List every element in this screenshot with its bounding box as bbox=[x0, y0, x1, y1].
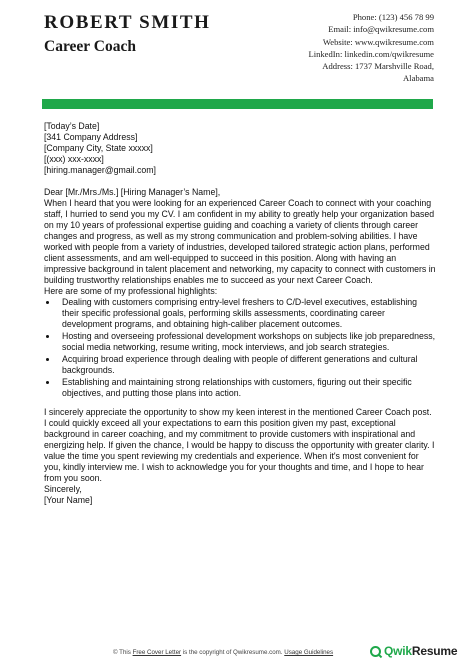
copyright-notice bbox=[113, 649, 333, 656]
accent-divider-bar bbox=[42, 99, 433, 109]
recipient-block bbox=[44, 132, 436, 176]
highlight-item: • Dealing with customers comprising entry-level freshers to C/D-level executives, establishing their specific professional goals, performing skills assessments, coordinating career development programs, and obtaining high-caliber placement outcomes. bbox=[58, 297, 436, 330]
logo-resume-text: Resume bbox=[411, 644, 458, 658]
contact-phone: Phone: (123) 456 78 99 bbox=[352, 12, 434, 22]
qwikresume-logo[interactable] bbox=[370, 643, 457, 659]
signature-name: [Your Name] bbox=[44, 495, 93, 505]
recipient-address: [341 Company Address] bbox=[44, 132, 138, 142]
highlight-item: • Acquiring broad experience through dealing with people of different generations and cultural backgrounds. bbox=[58, 354, 436, 376]
contact-block bbox=[234, 11, 434, 85]
magnifier-logo-icon bbox=[370, 646, 381, 657]
intro-paragraph: When I heard that you were looking for an experienced Career Coach to connect with your coaching staff, I hurried to send you my CV. I am confident in my ability to greatly help your organization based on my 10 years of professional expertise guiding and coaching a variety of clients through career changes and progress, as well as my strong communication and problem-solving abilities. I have worked with people from a variety of industries, developed tailored strategic action plans, performed client assessments, and am well-equipped to succeed in this position. Along with having an impressive background in talent placement and networking, my capacity to connect with customers in building trustworthy relationships enables me to succeed as your next Career Coach. bbox=[44, 198, 436, 285]
highlight-item: • Establishing and maintaining strong relationships with customers, figuring out their specific objectives, and putting those plans into action. bbox=[58, 377, 436, 399]
copyright-prefix: © This bbox=[113, 649, 133, 656]
applicant-name: ROBERT SMITH bbox=[44, 12, 211, 33]
contact-email: Email: info@qwikresume.com bbox=[328, 24, 434, 35]
logo-wordmark bbox=[384, 644, 457, 658]
contact-address-state: Alabama bbox=[402, 73, 434, 84]
highlights-list bbox=[44, 297, 436, 399]
contact-address: Address: 1737 Marshville Road, bbox=[322, 61, 434, 72]
highlights-intro: Here are some of my professional highlights: bbox=[44, 286, 218, 296]
logo-qwik-text: Qwik bbox=[384, 644, 412, 658]
usage-guidelines-link[interactable]: Usage Guidelines bbox=[284, 649, 334, 656]
letter-body bbox=[44, 121, 436, 506]
recipient-city-state: [Company City, State xxxxx] bbox=[44, 143, 153, 153]
closing-paragraph: I sincerely appreciate the opportunity to show my keen interest in the mentioned Career Coach post. I could quickly exceed all your expectations to earn this position given my past, exceptional background in career coaching, and my commitment to provide customers with inspirational and energizing help. If given the chance, I would be happy to discuss the opportunity with greater clarity. I value the time you spent reviewing my credentials and experience. When it's most convenient for you, kindly interview me. I wish to acknowledge you for your thoughts and time, and I hope to hear from you soon. bbox=[44, 407, 435, 483]
salutation: Dear [Mr./Mrs./Ms.] [Hiring Manager’s Name], bbox=[44, 187, 221, 197]
free-cover-letter-link[interactable]: Free Cover Letter bbox=[132, 649, 182, 656]
contact-linkedin: LinkedIn: linkedin.com/qwikresume bbox=[308, 48, 434, 59]
contact-website: Website: www.qwikresume.com bbox=[322, 36, 434, 47]
recipient-phone: [(xxx) xxx-xxxx] bbox=[44, 154, 104, 164]
recipient-email: [hiring.manager@gmail.com] bbox=[44, 165, 156, 175]
applicant-title: Career Coach bbox=[44, 38, 136, 55]
highlight-item: • Hosting and overseeing professional development workshops on subjects like job preparedness, social media networking, resume writing, mock interviews, and job search strategies. bbox=[58, 331, 436, 353]
letter-date: [Today’s Date] bbox=[44, 121, 100, 131]
copyright-middle: is the copyright of Qwikresume.com. bbox=[181, 649, 285, 656]
page-footer bbox=[0, 640, 474, 660]
sign-off: Sincerely, bbox=[44, 484, 82, 494]
